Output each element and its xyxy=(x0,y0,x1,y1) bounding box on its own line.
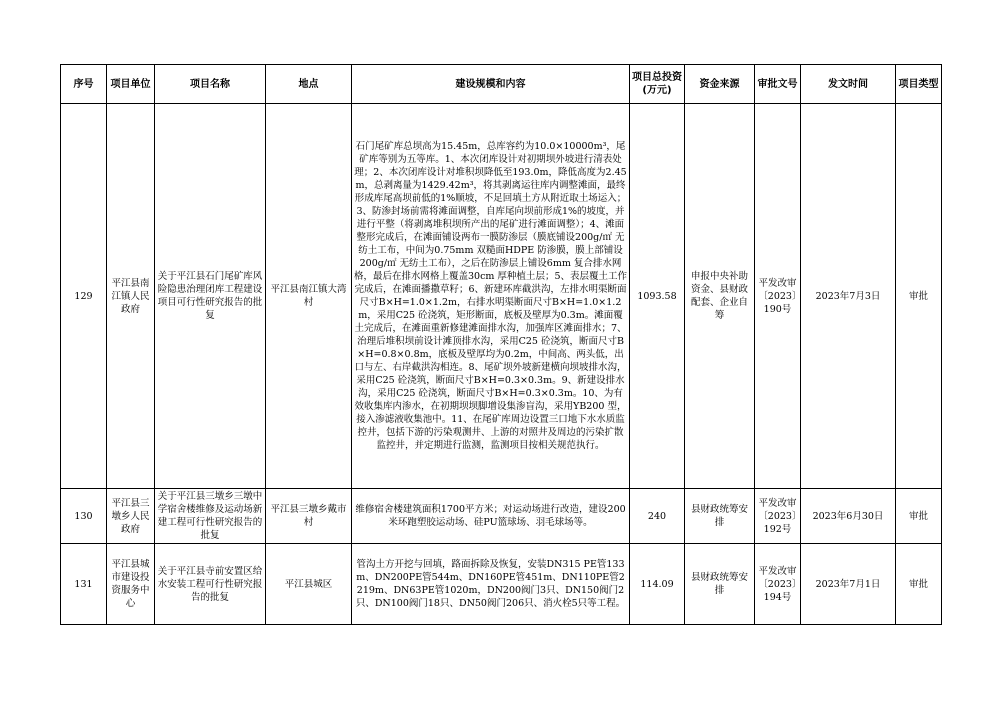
cell-approval: 平发改审〔2023〕190号 xyxy=(755,104,801,489)
header-unit: 项目单位 xyxy=(107,65,155,104)
header-type: 项目类型 xyxy=(896,65,942,104)
cell-funding: 县财政统筹安排 xyxy=(685,489,755,544)
cell-content: 石门尾矿库总坝高为15.45m，总库容约为10.0×10000m³，尾矿库等别为五等库。1、本次闭库设计对初期坝外坡进行清表处理；2、本次闭库设计对堆积坝降低至193.0m，降低高度为2.45m，总剥离量为1429.42m³，将其剥离运往库内调整滩面，最终形成库尾高坝前低的1%顺坡，不足回填土方从附近取土场运入；3、防渗封场前需将滩面调整，自库尾向坝前形成1%的坡度，并进行平整（将剥离堆积坝所产出的尾矿进行滩面调整）；4、滩面整形完成后，在滩面铺设两布一膜防渗层（膜底铺设200g/㎡ 无纺土工布，中间为0.75mm 双糙面HDPE 防渗膜，膜上部铺设 200g/㎡ 无纺土工布），之后在防渗层上铺设6mm 复合排水网格，最后在排水网格上覆盖30cm 厚种植土层；5、表层覆土工作完成后，在滩面播撒草籽；6、新建环库截洪沟，左排水明渠断面尺寸B×H=1.0×1.2m，右排水明渠断面尺寸B×H=1.0×1.2m，采用C25 砼浇筑，矩形断面，底板及壁厚为0.3m。滩面覆土完成后，在滩面重新修建滩面排水沟，加强库区滩面排水；7、治理后堆积坝前设计滩顶排水沟，采用C25 砼浇筑，断面尺寸B×H=0.8×0.8m，底板及壁厚均为0.2m，中间高、两头低，出口与左、右岸截洪沟相连。8、尾矿坝外坡新建横向坝坡排水沟，采用C25 砼浇筑，断面尺寸B×H=0.3×0.3m。9、新建设排水沟，采用C25 砼浇筑，断面尺寸B×H=0.3×0.3m。10、为有效收集库内渗水，在初期坝坝脚增设集渗盲沟，采用YB200 型，接入渗滤液收集池中。11、在尾矿库周边设置三口地下水水质监控井，包括下游的污染观测井、上游的对照井及周边的污染扩散监控井，并定期进行监测，监测项目按相关规范执行。 xyxy=(352,104,630,489)
cell-date: 2023年7月1日 xyxy=(801,544,896,625)
cell-name: 关于平江县石门尾矿库风险隐患治理闭库工程建设项目可行性研究报告的批复 xyxy=(155,104,266,489)
cell-unit: 平江县南江镇人民政府 xyxy=(107,104,155,489)
cell-unit: 平江县城市建设投资服务中心 xyxy=(107,544,155,625)
cell-location: 平江县南江镇大湾村 xyxy=(266,104,352,489)
cell-date: 2023年6月30日 xyxy=(801,489,896,544)
cell-content: 维修宿舍楼建筑面积1700平方米；对运动场进行改造，建设200米环跑塑胶运动场、硅PU篮球场、羽毛球场等。 xyxy=(352,489,630,544)
header-investment: 项目总投资(万元) xyxy=(630,65,685,104)
cell-type: 审批 xyxy=(896,544,942,625)
header-seq: 序号 xyxy=(61,65,107,104)
cell-funding: 县财政统筹安排 xyxy=(685,544,755,625)
cell-investment: 114.09 xyxy=(630,544,685,625)
cell-funding: 申报中央补助资金、县财政配套、企业自筹 xyxy=(685,104,755,489)
header-content: 建设规模和内容 xyxy=(352,65,630,104)
header-name: 项目名称 xyxy=(155,65,266,104)
cell-content: 管沟土方开挖与回填，路面拆除及恢复，安装DN315 PE管133m、DN200PE管544m、DN160PE管451m、DN110PE管2219m、DN63PE管1020m，DN200阀门3只、DN150阀门2只、DN100阀门18只、DN50阀门206只、消火栓5只等工程。 xyxy=(352,544,630,625)
cell-unit: 平江县三墩乡人民政府 xyxy=(107,489,155,544)
table-row xyxy=(61,489,942,544)
cell-location: 平江县三墩乡戴市村 xyxy=(266,489,352,544)
project-approval-table xyxy=(60,64,942,625)
header-date: 发文时间 xyxy=(801,65,896,104)
cell-date: 2023年7月3日 xyxy=(801,104,896,489)
cell-type: 审批 xyxy=(896,489,942,544)
header-approval: 审批文号 xyxy=(755,65,801,104)
header-location: 地点 xyxy=(266,65,352,104)
cell-approval: 平发改审〔2023〕194号 xyxy=(755,544,801,625)
cell-seq: 130 xyxy=(61,489,107,544)
cell-name: 关于平江县三墩乡三墩中学宿舍楼维修及运动场新建工程可行性研究报告的批复 xyxy=(155,489,266,544)
cell-name: 关于平江县寺前安置区给水安装工程可行性研究报告的批复 xyxy=(155,544,266,625)
cell-investment: 1093.58 xyxy=(630,104,685,489)
header-funding: 资金来源 xyxy=(685,65,755,104)
cell-seq: 131 xyxy=(61,544,107,625)
table-header-row xyxy=(61,65,942,104)
table-row xyxy=(61,544,942,625)
cell-approval: 平发改审〔2023〕192号 xyxy=(755,489,801,544)
table-row xyxy=(61,104,942,489)
cell-seq: 129 xyxy=(61,104,107,489)
cell-location: 平江县城区 xyxy=(266,544,352,625)
cell-investment: 240 xyxy=(630,489,685,544)
cell-type: 审批 xyxy=(896,104,942,489)
